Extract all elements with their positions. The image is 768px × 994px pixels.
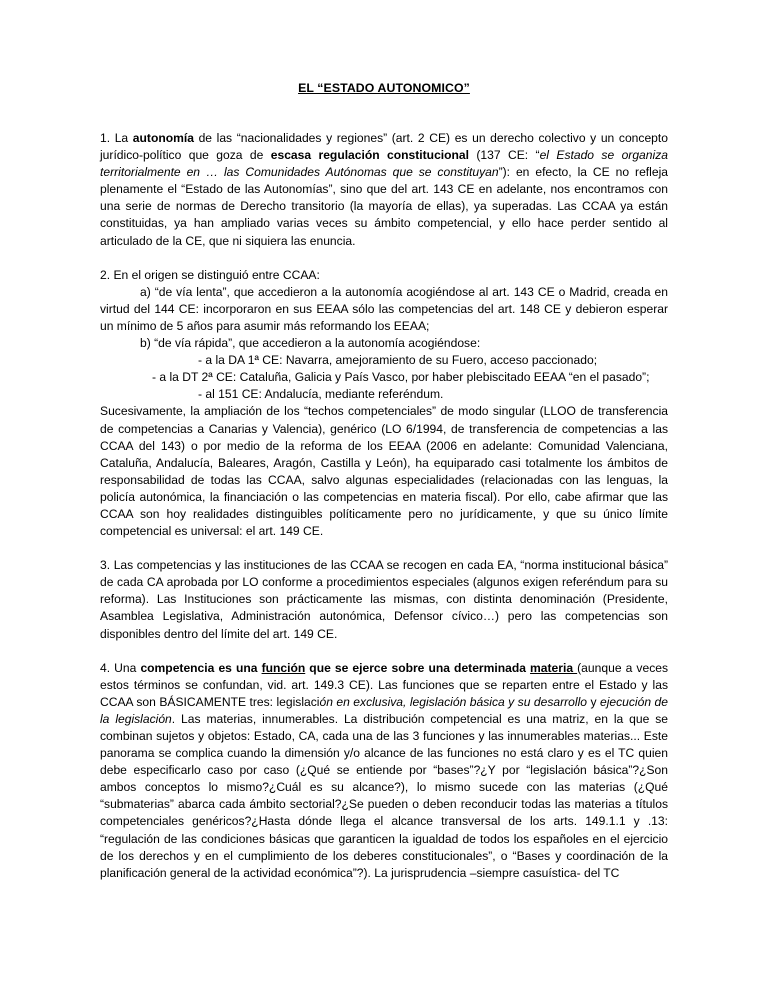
paragraph-4 bbox=[100, 660, 668, 882]
p4-part-1: 4. Una bbox=[100, 660, 141, 675]
paragraph-2-intro: 2. En el origen se distinguió entre CCAA: bbox=[100, 267, 320, 282]
p4-bold-competencia bbox=[140, 661, 577, 675]
p4-bold-mid: que se ejerce sobre una determinada bbox=[305, 660, 531, 675]
page-title bbox=[100, 80, 668, 96]
p4-part-4: . Las materias, innumerables. La distribución competencial es una matriz, en la que se combinan sujetos y objetos: Estado, CA, cada una de las 3 funciones y las innumerables materias... Este panorama se complica cuando la dimensión y/o alcance de las funciones no está claro y es el TC quien debe especificarlo caso por caso (¿Qué se entiende por “bases”?¿Y por “legislación básica”?¿Son ambos conceptos lo mismo?¿Cuál es su alcance?), lo mismo sucede con las materias (¿Qué “submaterias” abarca cada ámbito sectorial?¿Se pueden o deben reconducir todas las materias a títulos competenciales genéricos?¿Hasta dónde llega el alcance transversal de los arts. 149.1.1 y .13: “regulación de las condiciones básicas que garanticen la igualdad de todos los españoles en el ejercicio de los derechos y en el cumplimiento de los deberes constitucionales”, o “Bases y coordinación de la planificación general de la actividad económica”?). La jurisprudencia –siempre casuística- del TC bbox=[100, 711, 668, 880]
p1-part-2: de las “nacionalidades y regiones” (art. 2 CE) es un derecho colectivo y un concepto jurídico-político que goza de bbox=[100, 131, 668, 163]
p1-part-4: ”): en efecto, la CE no refleja plenamente el “Estado de las Autonomías”, sino que del art. 143 CE en adelante, nos encontramos con una serie de normas de Derecho transitorio (la mayoría de ellas), ya superadas. Las CCAA ya están constituidas, ya han ampliado varias veces su ámbito competencial, y ello hace perder sentido al articulado de la CE, que ni siquiera las enuncia. bbox=[100, 165, 668, 248]
paragraph-2-item-b-dash-1: - a la DA 1ª CE: Navarra, amejoramiento de su Fuero, acceso paccionado; bbox=[198, 353, 598, 368]
paragraph-1 bbox=[100, 130, 668, 250]
paragraph-2-item-b-dash-2: - a la DT 2ª CE: Cataluña, Galicia y País Vasco, por haber plebiscitado EEAA “en el pasado”; bbox=[152, 370, 650, 385]
p4-italic-ejecucion: ejecución de la legislación bbox=[100, 694, 668, 726]
p4-underline-materia: materia bbox=[530, 660, 578, 675]
p4-part-2: (aunque a veces estos términos se confundan, vid. art. 149.3 CE). Las funciones que se reparten entre el Estado y las CCAA son BÁSICAMENTE tres: legislaci bbox=[100, 660, 669, 709]
p1-italic-quote-137ce: el Estado se organiza territorialmente en … las Comunidades Autónomas que se constituyan bbox=[100, 148, 668, 180]
page-title-text: EL “ESTADO AUTONOMICO” bbox=[298, 81, 470, 95]
paragraph-2-item-b-dash-3: - al 151 CE: Andalucía, mediante referéndum. bbox=[198, 387, 444, 402]
p1-bold-escasa-regulacion: escasa regulación constitucional bbox=[270, 148, 470, 163]
p4-italic-legislacion-exclusiva: ón en exclusiva, legislación básica y su desarrollo bbox=[319, 694, 588, 709]
paragraph-3: 3. Las competencias y las instituciones de las CCAA se recogen en cada EA, “norma institucional básica” de cada CA aprobada por LO conforme a procedimientos especiales (algunos exigen referéndum para su reforma). Las Instituciones son prácticamente las mismas, con distinta denominación (Presidente, Asamblea Legislativa, Administración autonómica, Defensor cívico…) pero las competencias son disponibles dentro del límite del art. 149 CE. bbox=[100, 558, 668, 641]
document-body bbox=[100, 80, 668, 899]
p1-bold-autonomia: autonomía bbox=[132, 131, 194, 145]
p4-underline-funcion: función bbox=[261, 660, 306, 675]
paragraph-2-item-b: b) “de vía rápida”, que accedieron a la autonomía acogiéndose: bbox=[140, 336, 481, 351]
p4-part-3: y bbox=[587, 694, 600, 709]
paragraph-2-item-a: a) “de vía lenta”, que accedieron a la autonomía acogiéndose al art. 143 CE o Madrid, creada en virtud del 144 CE: incorporaron en sus EEAA sólo las competencias del art. 148 CE y debieron esperar un mínimo de 5 años para asumir más reformando los EEAA; bbox=[100, 284, 668, 333]
p1-part-3: (137 CE: “ bbox=[469, 148, 540, 163]
p4-bold-lead: competencia es una bbox=[140, 660, 262, 675]
paragraph-2-tail: Sucesivamente, la ampliación de los “techos competenciales” de modo singular (LLOO de transferencia de competencias a Canarias y Valencia), genérico (LO 6/1994, de transferencia de competencias a las CCAA del 143) o por medio de la reforma de los EEAA (2006 en adelante: Comunidad Valenciana, Cataluña, Andalucía, Baleares, Aragón, Castilla y León), ha equiparado casi totalmente los ámbitos de responsabilidad de todas las CCAA, salvo algunas especialidades (relacionadas con las lenguas, la policía autonómica, la financiación o las competencias en materia fiscal). Por ello, cabe afirmar que las CCAA son hoy realidades distinguibles políticamente pero no jurídicamente, y que su único límite competencial es universal: el art. 149 CE. bbox=[100, 404, 668, 539]
p1-part-1: 1. La bbox=[100, 131, 133, 145]
